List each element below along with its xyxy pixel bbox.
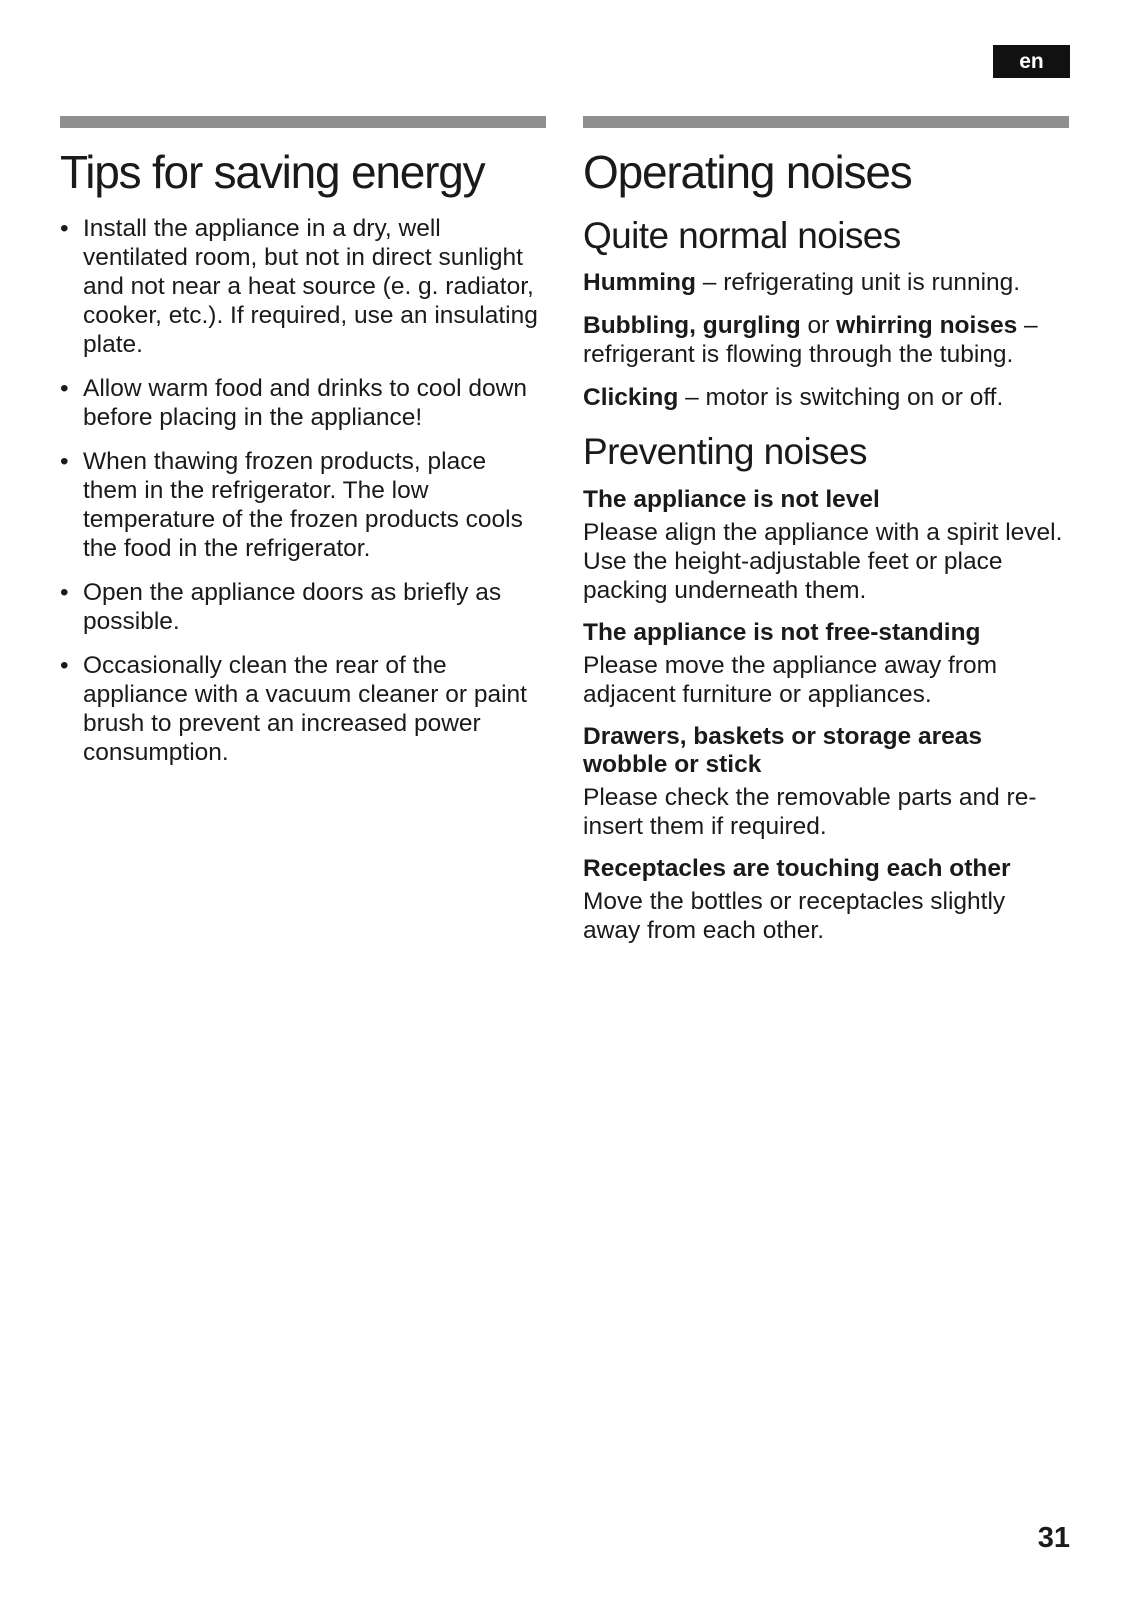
- noise-clicking: [583, 383, 1069, 412]
- noise-term: Clicking: [583, 384, 679, 411]
- problem-remedy: Please align the appliance with a spirit level. Use the height-adjustable feet or place packing underneath them.: [583, 519, 1063, 604]
- normal-noises-heading: Quite normal noises: [583, 215, 901, 256]
- tip-item: [60, 447, 546, 563]
- energy-tips-section: [60, 116, 546, 782]
- tip-text: When thawing frozen products, place them in the refrigerator. The low temperature of the frozen products cools the food in the refrigerator.: [83, 448, 523, 562]
- noise-description: – refrigerant is flowing through the tubing.: [583, 312, 1038, 368]
- problem-remedy: Move the bottles or receptacles slightly away from each other.: [583, 888, 1006, 944]
- problem-item: [583, 619, 1069, 709]
- tip-text: Occasionally clean the rear of the appliance with a vacuum cleaner or paint brush to prevent an increased power consumption.: [83, 652, 527, 766]
- problem-title: The appliance is not free-standing: [583, 619, 981, 646]
- energy-tips-title: Tips for saving energy: [60, 146, 485, 198]
- bullet-icon: •: [60, 448, 69, 475]
- preventing-noises-heading: Preventing noises: [583, 431, 867, 472]
- problem-item: [583, 855, 1069, 945]
- section-rule-left: [60, 116, 546, 128]
- noise-term: Bubbling, gurgling: [583, 312, 801, 339]
- tip-text: Open the appliance doors as briefly as possible.: [83, 579, 502, 635]
- problem-title: Receptacles are touching each other: [583, 855, 1011, 882]
- section-rule-right: [583, 116, 1069, 128]
- problem-title: The appliance is not level: [583, 486, 880, 513]
- bullet-icon: •: [60, 215, 69, 242]
- tip-item: [60, 374, 546, 432]
- problem-item: [583, 486, 1069, 605]
- noise-term: Humming: [583, 269, 696, 296]
- operating-noises-title: Operating noises: [583, 146, 912, 198]
- tip-item: [60, 651, 546, 767]
- bullet-icon: •: [60, 579, 69, 606]
- noise-humming: [583, 268, 1069, 297]
- tip-item: [60, 578, 546, 636]
- tip-item: [60, 214, 546, 359]
- problem-item: [583, 723, 1069, 841]
- bullet-icon: •: [60, 652, 69, 679]
- operating-noises-section: [583, 116, 1069, 959]
- energy-tips-list: [60, 214, 546, 767]
- noise-joiner: or: [800, 312, 837, 339]
- language-badge: en: [993, 45, 1070, 78]
- bullet-icon: •: [60, 375, 69, 402]
- noise-term: whirring noises: [836, 312, 1018, 339]
- page-number: 31: [1037, 1522, 1070, 1554]
- problem-title: Drawers, baskets or storage areas wobble or stick: [583, 723, 983, 778]
- tip-text: Allow warm food and drinks to cool down before placing in the appliance!: [83, 375, 527, 431]
- noise-description: – refrigerating unit is running.: [695, 269, 1021, 296]
- problem-remedy: Please check the removable parts and re-insert them if required.: [583, 784, 1037, 840]
- problem-remedy: Please move the appliance away from adjacent furniture or appliances.: [583, 652, 997, 708]
- noise-bubbling: [583, 311, 1069, 369]
- noise-description: – motor is switching on or off.: [678, 384, 1004, 411]
- tip-text: Install the appliance in a dry, well ventilated room, but not in direct sunlight and not near a heat source (e. g. radiator, cooker, etc.). If required, use an insulating plate.: [83, 215, 538, 358]
